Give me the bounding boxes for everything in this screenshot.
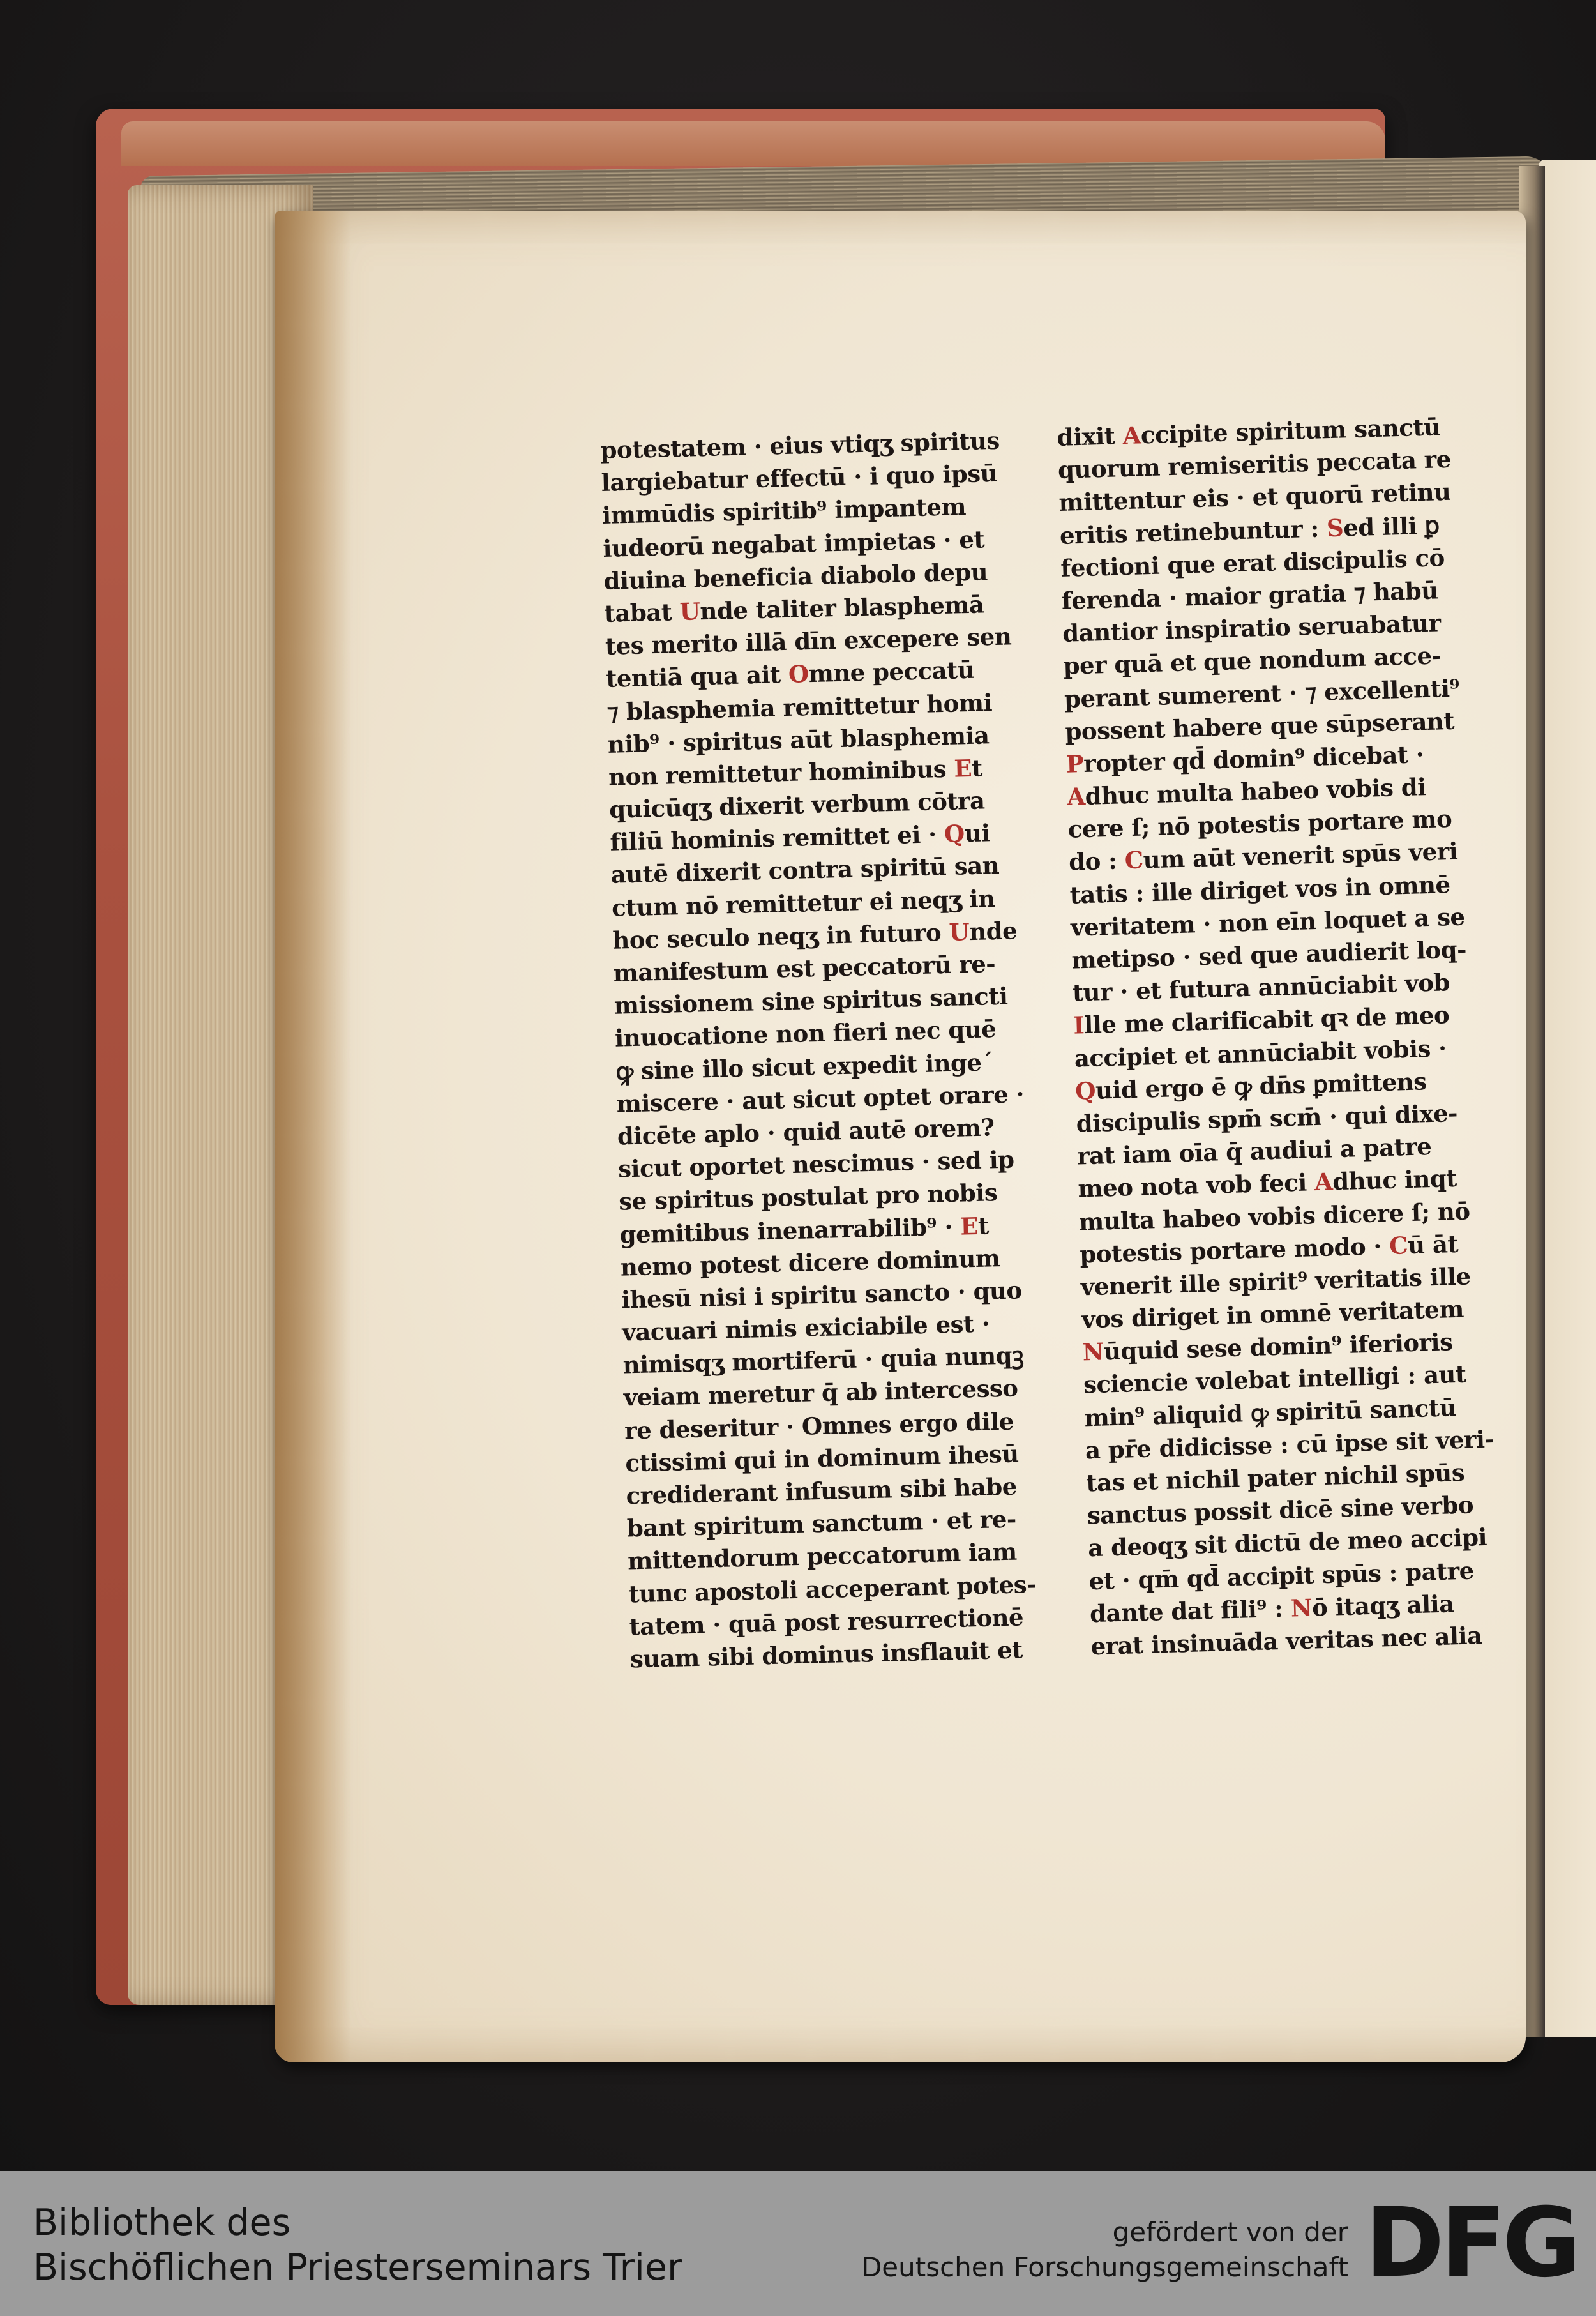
text-line: ctum nō remittetur ei neqʒ in <box>611 884 995 922</box>
text-line: venerit ille spirit⁹ veritatis ille <box>1080 1262 1472 1301</box>
text-line: et · qm̄ qd̄ accipit spūs : patre <box>1088 1556 1475 1595</box>
text-line: sicut oportet nescimus · sed ip <box>617 1145 1015 1183</box>
text-line: Adhuc multa habeo vobis di <box>1066 773 1427 811</box>
text-line: Propter qd̄ domin⁹ dicebat · <box>1065 740 1424 778</box>
dfg-logo <box>1365 2194 1582 2290</box>
text-line: vos diriget in omnē veritatem <box>1081 1294 1464 1334</box>
text-line: non remittetur hominibus Et <box>608 753 983 791</box>
text-line: filiū hominis remittet ei · Qui <box>610 819 991 857</box>
text-line: dantior inspiratio seruabatur <box>1062 609 1442 647</box>
text-line: inuocatione non fieri nec quē <box>614 1015 997 1053</box>
text-line: cere ſ; nō potestis portare mo <box>1067 805 1452 844</box>
cover-turn-in <box>121 121 1385 166</box>
text-line: potestatem · eius vtiqʒ spiritus <box>600 426 1000 464</box>
text-line: tes merito illā dīn excepere sen <box>605 622 1012 661</box>
text-line: crediderant infusum sibi habe <box>626 1472 1018 1510</box>
text-line: meo nota vob feci Adhuc inqt <box>1077 1164 1457 1203</box>
text-line: erat insinuāda veritas nec alia <box>1090 1621 1483 1661</box>
text-line: a pr̄e didicisse : cū ipse sit veri- <box>1085 1425 1494 1465</box>
text-line: tatem · quā post resurrectionē <box>629 1603 1024 1641</box>
text-line: Ille me clarificabit qꝛ de meo <box>1073 1001 1450 1040</box>
text-line: dante dat fili⁹ : Nō itaqʒ alia <box>1089 1589 1455 1628</box>
text-line: veritatem · non eīn loquet a se <box>1070 902 1466 942</box>
text-line: per quā et que nondum acce- <box>1063 641 1442 681</box>
text-line: manifestum est peccatorū re- <box>613 950 996 987</box>
text-line: nemo potest dicere dominum <box>620 1243 1001 1282</box>
text-line: nib⁹ · spiritus aūt blasphemia <box>607 720 990 759</box>
text-line: a deoqʒ sit dictū de meo accipi <box>1087 1523 1487 1563</box>
text-line: tas et nichil pater nichil spūs <box>1085 1458 1465 1497</box>
text-line: dicēte aplo · quid autē orem? <box>617 1113 995 1151</box>
text-line: tur · et futura annūciabit vob <box>1072 968 1450 1007</box>
text-line: ihesū nisi i spiritu sancto · quo <box>621 1276 1023 1314</box>
dfg-logo-text: DFG <box>1365 2194 1577 2290</box>
facing-page-edge <box>1539 160 1596 2037</box>
text-line: se spiritus postulat pro nobis <box>618 1178 998 1216</box>
text-line: potestis portare modo · Cū āt <box>1079 1229 1459 1269</box>
text-column-left <box>600 424 1038 1676</box>
text-line: nimisqʒ mortiferū · quia nunqꝫ <box>622 1341 1024 1379</box>
text-line: miscere · aut sicut optet orare · <box>616 1079 1025 1118</box>
text-line: sanctus possit dicē sine verbo <box>1087 1490 1474 1530</box>
text-line: vacuari nimis exiciabile est · <box>621 1309 990 1347</box>
text-line: diuina beneficia diabolo depu <box>603 557 988 595</box>
text-line: veiam meretur q̄ ab intercesso <box>623 1374 1018 1412</box>
text-line: Quid ergo ē ꝙ dn̄s ꝑmittens <box>1074 1066 1427 1105</box>
text-line: immūdis spiritib⁹ impantem <box>601 492 967 530</box>
text-line: missionem sine spiritus sancti <box>614 981 1008 1020</box>
text-line: tentiā qua ait Omne peccatū <box>605 656 975 693</box>
text-line: possent habere que sūpserant <box>1064 706 1455 746</box>
text-line: rat iam oīa q̄ audiui a patre <box>1076 1132 1432 1170</box>
text-line: quicūqʒ dixerit verbum cōtra <box>608 786 985 824</box>
text-line: re deseritur · Omnes ergo dile <box>624 1407 1014 1445</box>
text-line: ferenda · maior gratia ⁊ habū <box>1061 576 1439 615</box>
library-name-line-2: Bischöflichen Priesterseminars Trier <box>33 2246 682 2289</box>
text-line: ꝙ sine illo sicut expedit inge´ <box>615 1047 993 1086</box>
text-line: discipulis spm̄ scm̄ · qui dixe- <box>1076 1098 1458 1138</box>
text-line: mittentur eis · et quorū retinu <box>1058 478 1451 517</box>
funding-line-1: gefördert von der <box>1112 2216 1348 2248</box>
text-line: bant spiritum sanctum · et re- <box>626 1504 1017 1543</box>
text-line: perant sumerent · ⁊ excellenti⁹ <box>1064 674 1460 713</box>
text-line: fectioni que erat discipulis cō <box>1060 543 1445 582</box>
text-line: ctissimi qui in dominum ihesū <box>624 1439 1020 1478</box>
text-line: Nūquid sese domin⁹ iferioris <box>1082 1328 1453 1366</box>
text-line: min⁹ aliquid ꝙ spiritū sanctū <box>1083 1393 1457 1432</box>
text-line: multa habeo vobis dicere ſ; nō <box>1078 1196 1471 1236</box>
text-line: eritis retinebuntur : Sed illi ꝑ <box>1059 510 1440 550</box>
text-line: do : Cum aūt venerit spūs veri <box>1068 837 1458 877</box>
library-name-line-1: Bibliothek des <box>33 2202 291 2244</box>
text-line: autē dixerit contra spiritū san <box>610 851 1000 889</box>
water-stain <box>275 211 351 2062</box>
text-line: quorum remiseritis peccata re <box>1057 444 1452 485</box>
text-line: accipiet et annūciabit vobis · <box>1074 1033 1447 1073</box>
text-line: largiebatur effectū · i quo ipsū <box>601 459 998 497</box>
text-line: ⁊ blasphemia remittetur homi <box>606 688 993 726</box>
text-line: tabat Unde taliter blasphemā <box>604 590 984 628</box>
text-line: metipso · sed que audierit loq- <box>1071 935 1467 974</box>
text-line: gemitibus inenarrabilib⁹ · Et <box>619 1211 990 1249</box>
text-line: tatis : ille diriget vos in omnē <box>1069 870 1451 909</box>
text-line: iudeorū negabat impietas · et <box>602 524 985 563</box>
text-column-right <box>1057 410 1500 1663</box>
text-line: dixit Accipite spiritum sanctū <box>1057 412 1441 451</box>
text-line: suam sibi dominus insflauit et <box>629 1635 1023 1674</box>
funding-line-2: Deutschen Forschungsgemeinschaft <box>861 2252 1348 2283</box>
text-line: hoc seculo neqʒ in futuro Unde <box>612 916 1018 955</box>
text-line: sciencie volebat intelligi : aut <box>1083 1360 1467 1399</box>
text-line: mittendorum peccatorum iam <box>627 1537 1018 1575</box>
text-line: tunc apostoli acceperant potes- <box>628 1570 1037 1608</box>
